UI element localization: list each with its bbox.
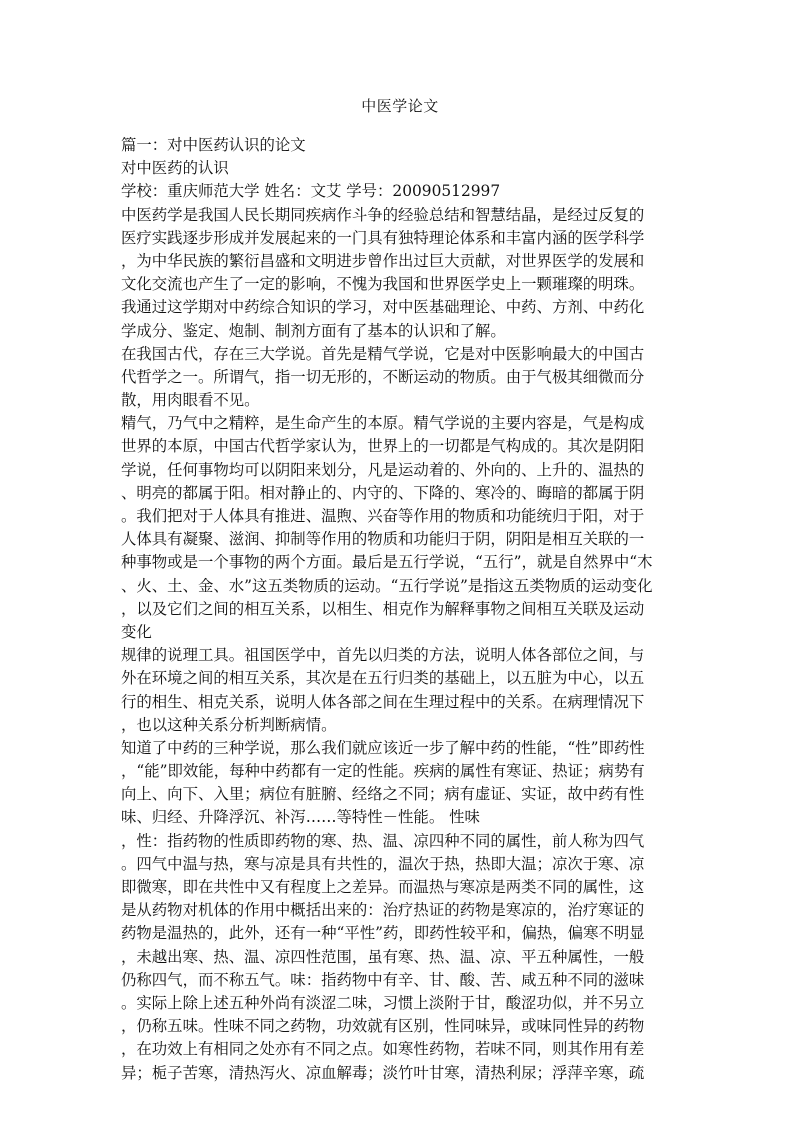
text-line: 中医药学是我国人民长期同疾病作斗争的经验总结和智慧结晶，是经过反复的 xyxy=(121,205,645,224)
text-line: 即微寒，即在共性中又有程度上之差异。而温热与寒凉是两类不同的属性，这 xyxy=(121,878,645,896)
text-line: 。四气中温与热，寒与凉是具有共性的，温次于热，热即大温；凉次于寒、凉 xyxy=(121,854,645,873)
text-line: 外在环境之间的相互关系，其次是在五行归类的基础上，以五脏为中心，以五 xyxy=(121,669,645,688)
text-line: 行的相生、相克关系，说明人体各部之间在生理过程中的关系。在病理情况下 xyxy=(121,692,645,711)
document-body xyxy=(121,134,681,1085)
text-line: ，“能”即效能，每种中药都有一定的性能。疾病的属性有寒证、热证；病势有 xyxy=(121,762,645,781)
text-line: ，性：指药物的性质即药物的寒、热、温、凉四种不同的属性，前人称为四气 xyxy=(121,831,645,850)
text-line: ，也以这种关系分析判断病情。 xyxy=(121,715,337,734)
text-line: 药物是温热的，此外，还有一种“平性”药，即药性较平和，偏热，偏寒不明显 xyxy=(121,924,645,943)
text-line: 文化交流也产生了一定的影响，不愧为我国和世界医学史上一颗璀璨的明珠。 xyxy=(121,275,645,294)
text-line: 人体具有凝聚、滋润、抑制等作用的物质和功能归于阴，阴阳是相互关联的一 xyxy=(121,530,645,549)
text-line: 、火、土、金、水”这五类物质的运动。“五行学说”是指这五类物质的运动变化 xyxy=(121,576,653,595)
text-line: ，在功效上有相同之处亦有不同之点。如寒性药物，若味不同，则其作用有差 xyxy=(121,1040,645,1059)
text-line: 仍称四气，而不称五气。味：指药物中有辛、甘、酸、苦、咸五种不同的滋味 xyxy=(121,970,645,989)
text-line: ，为中华民族的繁衍昌盛和文明进步曾作出过巨大贡献，对世界医学的发展和 xyxy=(121,251,645,270)
text-line: 味、归经、升降浮沉、补泻……等特性－性能。 性味 xyxy=(121,808,480,827)
text-line: 。实际上除上述五种外尚有淡涩二味，习惯上淡附于甘，酸涩功似，并不另立 xyxy=(121,993,645,1012)
text-line: 知道了中药的三种学说，那么我们就应该近一步了解中药的性能，“性”即药性 xyxy=(121,738,645,757)
text-line: 医疗实践逐步形成并发展起来的一门具有独特理论体系和丰富内涵的医学科学 xyxy=(121,228,645,247)
text-line: 是从药物对机体的作用中概括出来的：治疗热证的药物是寒凉的，治疗寒证的 xyxy=(121,901,645,920)
text-line: 对中医药的认识 xyxy=(121,159,229,178)
text-line: 规律的说理工具。祖国医学中，首先以归类的方法，说明人体各部位之间，与 xyxy=(121,646,645,665)
text-line: 、明亮的都属于阳。相对静止的、内守的、下降的、寒冷的、晦暗的都属于阴 xyxy=(121,483,645,502)
text-line: 学校：重庆师范大学 姓名：文艾 学号：20090512997 xyxy=(121,182,501,201)
text-line: 向上、向下、入里；病位有脏腑、经络之不同；病有虚证、实证，故中药有性 xyxy=(121,785,645,804)
text-line: ，以及它们之间的相互关系，以相生、相克作为解释事物之间相互关联及运动 xyxy=(121,599,645,618)
text-line: 在我国古代，存在三大学说。首先是精气学说，它是对中医影响最大的中国古 xyxy=(121,344,645,363)
text-line: 篇一：对中医药认识的论文 xyxy=(121,136,306,154)
text-line: 种事物或是一个事物的两个方面。最后是五行学说，“五行”，就是自然界中“木 xyxy=(121,553,653,572)
text-line: 精气，乃气中之精粹，是生命产生的本原。精气学说的主要内容是，气是构成 xyxy=(121,414,645,433)
text-line: 代哲学之一。所谓气，指一切无形的，不断运动的物质。由于气极其细微而分 xyxy=(121,367,645,386)
text-line: 我通过这学期对中药综合知识的学习，对中医基础理论、中药、方剂、中药化 xyxy=(121,298,645,317)
text-line: ，仍称五味。性味不同之药物，功效就有区别，性同味异，或味同性异的药物 xyxy=(121,1017,645,1036)
text-line: 异；栀子苦寒，清热泻火、凉血解毒；淡竹叶甘寒，清热利尿；浮萍辛寒，疏 xyxy=(121,1063,645,1082)
text-line: 变化 xyxy=(121,622,152,641)
text-line: 学成分、鉴定、炮制、制剂方面有了基本的认识和了解。 xyxy=(121,321,506,340)
text-line: 。我们把对于人体具有推进、温煦、兴奋等作用的物质和功能统归于阳，对于 xyxy=(121,507,645,525)
text-line: 散，用肉眼看不见。 xyxy=(121,391,260,410)
text-line: ，未越出寒、热、温、凉四性范围，虽有寒、热、温、凉、平五种属性，一般 xyxy=(121,947,645,966)
text-line: 世界的本原，中国古代哲学家认为，世界上的一切都是气构成的。其次是阴阳 xyxy=(121,437,645,456)
text-line: 学说，任何事物均可以阴阳来划分，凡是运动着的、外向的、上升的、温热的 xyxy=(121,460,645,479)
document-title: 中医学论文 xyxy=(361,97,439,115)
